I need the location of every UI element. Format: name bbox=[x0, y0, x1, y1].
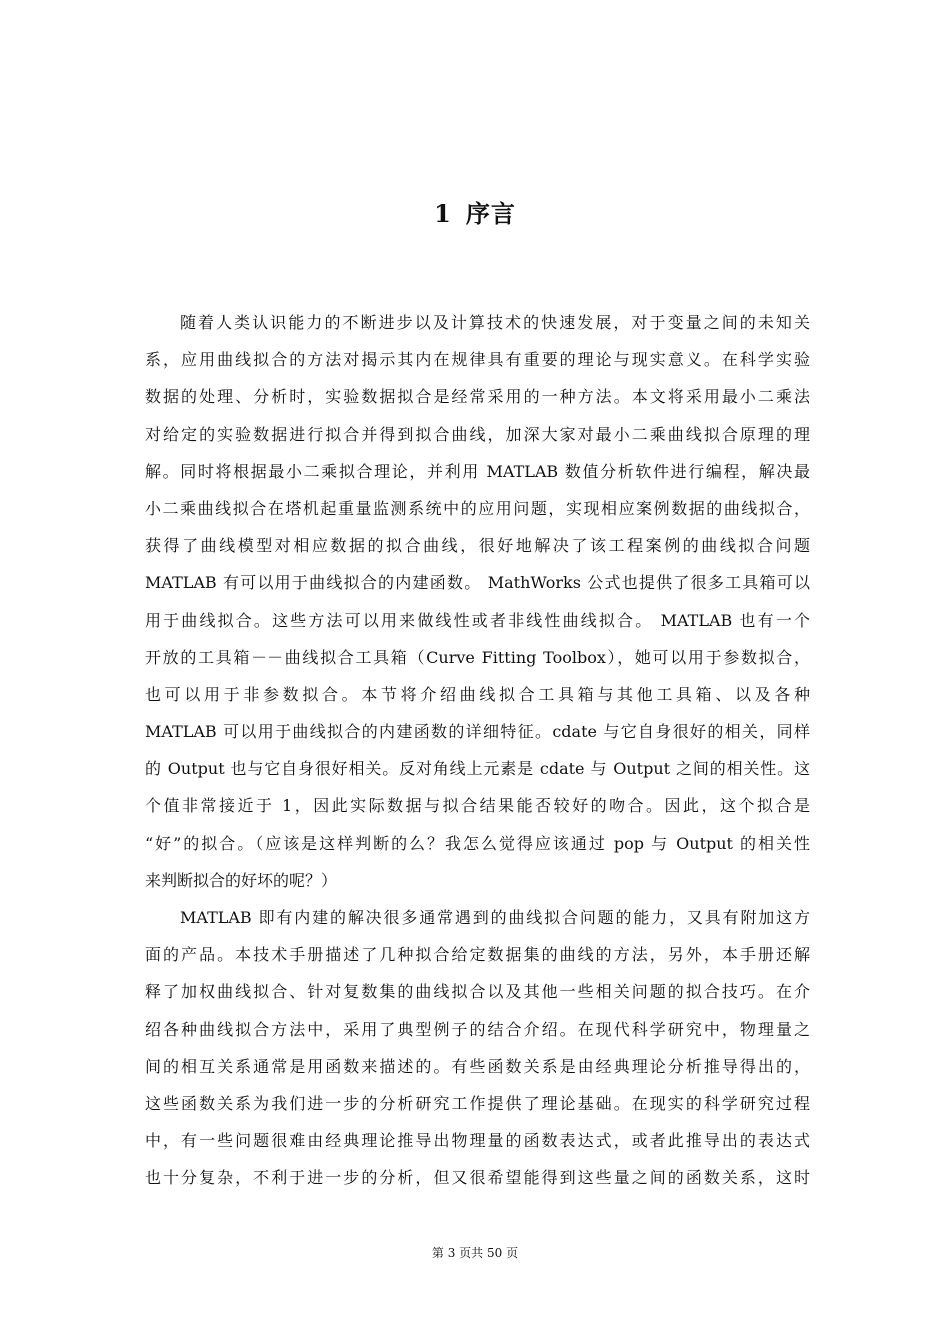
section-number: 1 bbox=[434, 199, 452, 228]
paragraph-2-line-2: 面的产品。本技术手册描述了几种拟合给定数据集的曲线的方法，另外，本手册还解 bbox=[145, 945, 810, 965]
paragraph-1-line-13: 的 Output 也与它自身很好相关。反对角线上元素是 cdate 与 Output 之间的相关性。这 bbox=[145, 759, 810, 779]
paragraph-1-line-5: 解。同时将根据最小二乘拟合理论，并利用 MATLAB 数值分析软件进行编程，解决最 bbox=[145, 461, 810, 481]
section-title: 序言 bbox=[465, 199, 516, 228]
paragraph-2-line-5: 间的相互关系通常是用函数来描述的。有些函数关系是由经典理论分析推导得出的， bbox=[145, 1056, 810, 1076]
paragraph-2-line-6: 这些函数关系为我们进一步的分析研究工作提供了理论基础。在现实的科学研究过程 bbox=[145, 1093, 810, 1113]
paragraph-1-line-10: 开放的工具箱－－曲线拟合工具箱（Curve Fitting Toolbox），她可以用于参数拟合， bbox=[145, 647, 810, 667]
paragraph-1-line-7: 获得了曲线模型对相应数据的拟合曲线，很好地解决了该工程案例的曲线拟合问题 bbox=[145, 536, 810, 556]
paragraph-2-line-1: MATLAB 即有内建的解决很多通常遇到的曲线拟合问题的能力，又具有附加这方 bbox=[180, 908, 810, 927]
paragraph-1-line-9: 用于曲线拟合。这些方法可以用来做线性或者非线性曲线拟合。 MATLAB 也有一个 bbox=[145, 610, 810, 630]
page-footer bbox=[0, 1244, 950, 1262]
paragraph-1-line-14: 个值非常接近于 1，因此实际数据与拟合结果能否较好的吻合。因此，这个拟合是 bbox=[145, 796, 810, 816]
paragraph-1-line-12: MATLAB 可以用于曲线拟合的内建函数的详细特征。cdate 与它自身很好的相关，同样 bbox=[145, 722, 810, 742]
paragraph-1-line-2: 系，应用曲线拟合的方法对揭示其内在规律具有重要的理论与现实意义。在科学实验 bbox=[145, 350, 810, 370]
paragraph-2-line-4: 绍各种曲线拟合方法中，采用了典型例子的结合介绍。在现代科学研究中，物理量之 bbox=[145, 1019, 810, 1039]
paragraph-1-line-16: 来判断拟合的好坏的呢？） bbox=[145, 870, 338, 890]
paragraph-1-line-6: 小二乘曲线拟合在塔机起重量监测系统中的应用问题，实现相应案例数据的曲线拟合， bbox=[145, 498, 810, 518]
paragraph-1-line-3: 数据的处理、分析时，实验数据拟合是经常采用的一种方法。本文将采用最小二乘法 bbox=[145, 387, 810, 407]
paragraph-2-line-7: 中，有一些问题很难由经典理论推导出物理量的函数表达式，或者此推导出的表达式 bbox=[145, 1131, 810, 1151]
section-heading bbox=[0, 196, 950, 232]
page-number-label: 第 3 页共 50 页 bbox=[431, 1246, 519, 1260]
paragraph-1-line-1: 随着人类认识能力的不断进步以及计算技术的快速发展，对于变量之间的未知关 bbox=[180, 313, 810, 332]
paragraph-1-line-15: “好”的拟合。（应该是这样判断的么？我怎么觉得应该通过 pop 与 Output 的相关性 bbox=[145, 833, 810, 853]
paragraph-1-line-4: 对给定的实验数据进行拟合并得到拟合曲线，加深大家对最小二乘曲线拟合原理的理 bbox=[145, 424, 810, 444]
paragraph-1-line-11: 也可以用于非参数拟合。本节将介绍曲线拟合工具箱与其他工具箱、以及各种 bbox=[145, 684, 810, 704]
paragraph-2-line-3: 释了加权曲线拟合、针对复数集的曲线拟合以及其他一些相关问题的拟合技巧。在介 bbox=[145, 982, 810, 1002]
paragraph-1-line-8: MATLAB 有可以用于曲线拟合的内建函数。 MathWorks 公式也提供了很多工具箱可以 bbox=[145, 573, 810, 593]
paragraph-2-line-8: 也十分复杂，不利于进一步的分析，但又很希望能得到这些量之间的函数关系，这时 bbox=[145, 1168, 810, 1188]
body-text bbox=[145, 304, 810, 1197]
